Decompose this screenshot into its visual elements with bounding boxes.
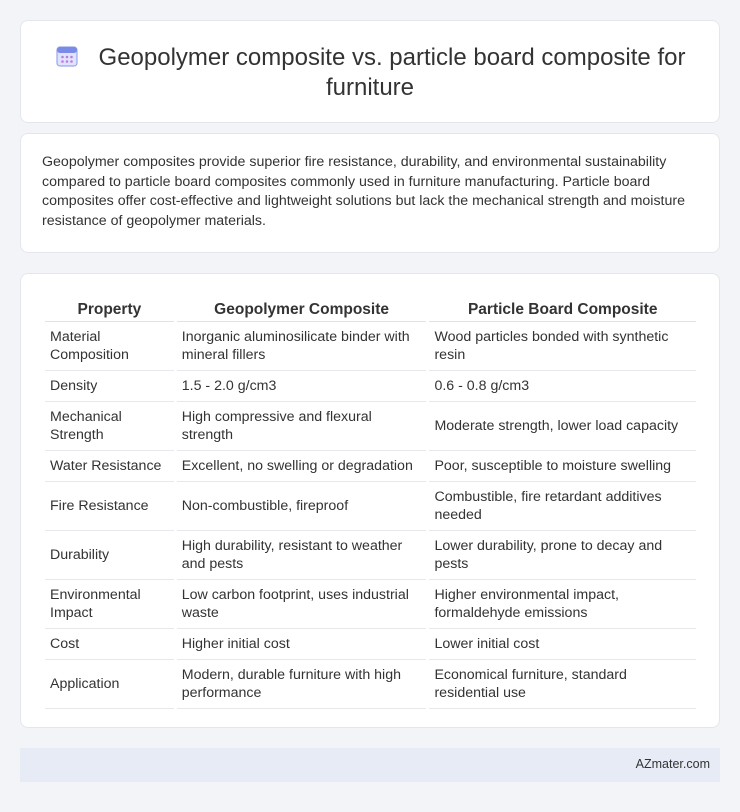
table-header-row bbox=[45, 296, 696, 322]
property-cell: Environmental Impact bbox=[45, 580, 174, 629]
table-row bbox=[45, 451, 696, 482]
geopolymer-cell: Modern, durable furniture with high performance bbox=[177, 660, 427, 709]
column-header-particle-board: Particle Board Composite bbox=[429, 296, 696, 322]
property-cell: Application bbox=[45, 660, 174, 709]
column-header-geopolymer: Geopolymer Composite bbox=[177, 296, 427, 322]
property-cell: Density bbox=[45, 371, 174, 402]
geopolymer-cell: Non-combustible, fireproof bbox=[177, 482, 427, 531]
geopolymer-cell: Higher initial cost bbox=[177, 629, 427, 660]
property-cell: Material Composition bbox=[45, 322, 174, 371]
particle-board-cell: Lower durability, prone to decay and pests bbox=[429, 531, 696, 580]
geopolymer-cell: High durability, resistant to weather and pests bbox=[177, 531, 427, 580]
property-cell: Durability bbox=[45, 531, 174, 580]
geopolymer-cell: Excellent, no swelling or degradation bbox=[177, 451, 427, 482]
summary-text: Geopolymer composites provide superior fire resistance, durability, and environmental sustainability compared to particle board composites commonly used in furniture manufacturing. Particle board composites offer cost-effective and lightweight solutions but lack the mechanical strength and moisture resistance of geopolymer materials. bbox=[42, 154, 685, 229]
particle-board-cell: Moderate strength, lower load capacity bbox=[429, 402, 696, 451]
comparison-table bbox=[42, 296, 699, 709]
calendar-icon bbox=[55, 44, 79, 68]
table-row bbox=[45, 580, 696, 629]
footer-bar bbox=[20, 748, 720, 782]
table-row bbox=[45, 402, 696, 451]
property-cell: Water Resistance bbox=[45, 451, 174, 482]
table-row bbox=[45, 629, 696, 660]
property-cell: Mechanical Strength bbox=[45, 402, 174, 451]
particle-board-cell: Wood particles bonded with synthetic resin bbox=[429, 322, 696, 371]
table-row bbox=[45, 322, 696, 371]
geopolymer-cell: Inorganic aluminosilicate binder with mineral fillers bbox=[177, 322, 427, 371]
particle-board-cell: Lower initial cost bbox=[429, 629, 696, 660]
footer-brand: AZmater.com bbox=[635, 757, 710, 771]
table-row bbox=[45, 660, 696, 709]
comparison-card bbox=[20, 273, 720, 728]
column-header-property: Property bbox=[45, 296, 174, 322]
title-card bbox=[20, 20, 720, 123]
property-cell: Cost bbox=[45, 629, 174, 660]
summary-card bbox=[20, 133, 720, 253]
table-row bbox=[45, 482, 696, 531]
property-cell: Fire Resistance bbox=[45, 482, 174, 531]
table-row bbox=[45, 371, 696, 402]
particle-board-cell: Economical furniture, standard residential use bbox=[429, 660, 696, 709]
geopolymer-cell: 1.5 - 2.0 g/cm3 bbox=[177, 371, 427, 402]
geopolymer-cell: High compressive and flexural strength bbox=[177, 402, 427, 451]
table-row bbox=[45, 531, 696, 580]
page-title: Geopolymer composite vs. particle board composite for furniture bbox=[98, 44, 686, 101]
particle-board-cell: Combustible, fire retardant additives needed bbox=[429, 482, 696, 531]
particle-board-cell: Higher environmental impact, formaldehyde emissions bbox=[429, 580, 696, 629]
particle-board-cell: Poor, susceptible to moisture swelling bbox=[429, 451, 696, 482]
page-title-wrap bbox=[21, 43, 719, 103]
geopolymer-cell: Low carbon footprint, uses industrial waste bbox=[177, 580, 427, 629]
particle-board-cell: 0.6 - 0.8 g/cm3 bbox=[429, 371, 696, 402]
